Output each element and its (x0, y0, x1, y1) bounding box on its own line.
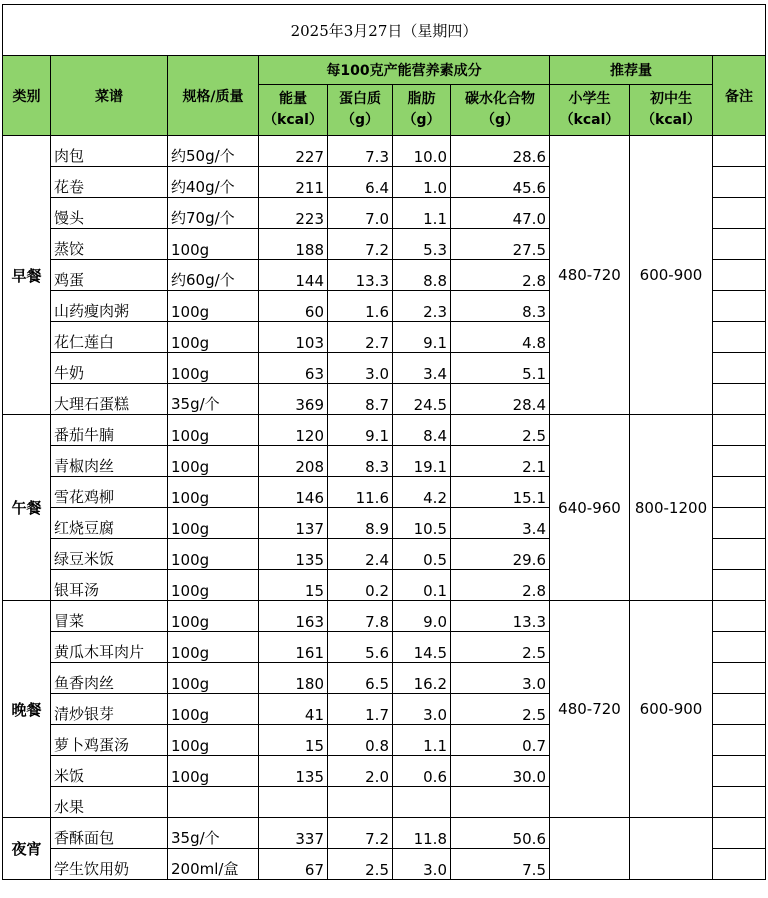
spec-cell: 100g (168, 694, 259, 725)
spec-cell: 100g (168, 725, 259, 756)
energy-cell: 161 (259, 632, 328, 663)
remarks-cell (713, 229, 766, 260)
menu-table (2, 4, 766, 880)
remarks-cell (713, 167, 766, 198)
carbs-cell: 2.8 (451, 570, 550, 601)
protein-cell: 7.2 (328, 818, 393, 849)
fat-cell: 10.5 (393, 508, 451, 539)
fat-cell: 0.1 (393, 570, 451, 601)
spec-cell: 约50g/个 (168, 136, 259, 167)
protein-cell: 7.8 (328, 601, 393, 632)
energy-cell: 103 (259, 322, 328, 353)
dish-cell: 大理石蛋糕 (51, 384, 168, 415)
energy-cell (259, 787, 328, 818)
dish-cell: 肉包 (51, 136, 168, 167)
spec-cell: 约60g/个 (168, 260, 259, 291)
energy-cell: 15 (259, 725, 328, 756)
junior-recommendation (630, 818, 713, 880)
energy-cell: 208 (259, 446, 328, 477)
remarks-cell (713, 632, 766, 663)
protein-cell: 1.6 (328, 291, 393, 322)
carbs-cell: 15.1 (451, 477, 550, 508)
dish-cell: 牛奶 (51, 353, 168, 384)
energy-cell: 67 (259, 849, 328, 880)
fat-cell: 24.5 (393, 384, 451, 415)
energy-cell: 211 (259, 167, 328, 198)
fat-cell: 9.0 (393, 601, 451, 632)
dish-cell: 黄瓜木耳肉片 (51, 632, 168, 663)
spec-cell: 100g (168, 601, 259, 632)
remarks-cell (713, 415, 766, 446)
dish-cell: 青椒肉丝 (51, 446, 168, 477)
carbs-cell: 2.8 (451, 260, 550, 291)
protein-cell: 2.5 (328, 849, 393, 880)
protein-cell: 2.7 (328, 322, 393, 353)
spec-cell: 100g (168, 539, 259, 570)
primary-recommendation: 480-720 (550, 136, 630, 415)
carbs-cell: 4.8 (451, 322, 550, 353)
dish-cell: 水果 (51, 787, 168, 818)
fat-cell: 16.2 (393, 663, 451, 694)
protein-cell: 9.1 (328, 415, 393, 446)
carbs-cell: 45.6 (451, 167, 550, 198)
energy-cell: 337 (259, 818, 328, 849)
protein-cell: 8.7 (328, 384, 393, 415)
fat-cell: 3.0 (393, 849, 451, 880)
dish-cell: 绿豆米饭 (51, 539, 168, 570)
carbs-cell: 2.5 (451, 415, 550, 446)
remarks-cell (713, 136, 766, 167)
remarks-cell (713, 787, 766, 818)
dish-cell: 蒸饺 (51, 229, 168, 260)
table-row (3, 601, 766, 632)
remarks-cell (713, 477, 766, 508)
fat-cell: 8.4 (393, 415, 451, 446)
dish-cell: 萝卜鸡蛋汤 (51, 725, 168, 756)
remarks-cell (713, 322, 766, 353)
protein-cell: 2.0 (328, 756, 393, 787)
spec-cell: 100g (168, 570, 259, 601)
spec-cell: 100g (168, 663, 259, 694)
spec-cell: 100g (168, 508, 259, 539)
fat-cell (393, 787, 451, 818)
fat-cell: 9.1 (393, 322, 451, 353)
protein-cell: 7.3 (328, 136, 393, 167)
carbs-cell (451, 787, 550, 818)
junior-recommendation: 600-900 (630, 601, 713, 818)
primary-recommendation: 480-720 (550, 601, 630, 818)
spec-cell: 100g (168, 322, 259, 353)
protein-cell: 8.9 (328, 508, 393, 539)
energy-cell: 63 (259, 353, 328, 384)
header-category: 类别 (3, 56, 51, 136)
energy-cell: 144 (259, 260, 328, 291)
spec-cell: 35g/个 (168, 384, 259, 415)
meal-category: 午餐 (3, 415, 51, 601)
header-primary: 小学生 （kcal） (550, 85, 630, 136)
meal-category: 早餐 (3, 136, 51, 415)
dish-cell: 银耳汤 (51, 570, 168, 601)
energy-cell: 60 (259, 291, 328, 322)
fat-cell: 0.6 (393, 756, 451, 787)
primary-recommendation: 640-960 (550, 415, 630, 601)
primary-recommendation (550, 818, 630, 880)
spec-cell: 约70g/个 (168, 198, 259, 229)
fat-cell: 3.0 (393, 694, 451, 725)
carbs-cell: 47.0 (451, 198, 550, 229)
dish-cell: 香酥面包 (51, 818, 168, 849)
spec-cell (168, 787, 259, 818)
carbs-cell: 5.1 (451, 353, 550, 384)
table-row (3, 136, 766, 167)
remarks-cell (713, 508, 766, 539)
protein-cell: 0.2 (328, 570, 393, 601)
fat-cell: 2.3 (393, 291, 451, 322)
meal-category: 夜宵 (3, 818, 51, 880)
header-junior: 初中生 （kcal） (630, 85, 713, 136)
carbs-cell: 28.6 (451, 136, 550, 167)
remarks-cell (713, 260, 766, 291)
junior-recommendation: 600-900 (630, 136, 713, 415)
carbs-cell: 8.3 (451, 291, 550, 322)
menu-table-body (3, 5, 766, 880)
remarks-cell (713, 446, 766, 477)
energy-cell: 227 (259, 136, 328, 167)
carbs-cell: 28.4 (451, 384, 550, 415)
dish-cell: 花卷 (51, 167, 168, 198)
carbs-cell: 50.6 (451, 818, 550, 849)
spec-cell: 100g (168, 446, 259, 477)
fat-cell: 4.2 (393, 477, 451, 508)
energy-cell: 369 (259, 384, 328, 415)
fat-cell: 1.1 (393, 198, 451, 229)
header-spec: 规格/质量 (168, 56, 259, 136)
fat-cell: 10.0 (393, 136, 451, 167)
protein-cell: 7.2 (328, 229, 393, 260)
junior-recommendation: 800-1200 (630, 415, 713, 601)
remarks-cell (713, 601, 766, 632)
energy-cell: 137 (259, 508, 328, 539)
fat-cell: 19.1 (393, 446, 451, 477)
spec-cell: 100g (168, 477, 259, 508)
dish-cell: 红烧豆腐 (51, 508, 168, 539)
remarks-cell (713, 849, 766, 880)
spec-cell: 约40g/个 (168, 167, 259, 198)
protein-cell: 1.7 (328, 694, 393, 725)
fat-cell: 1.0 (393, 167, 451, 198)
carbs-cell: 13.3 (451, 601, 550, 632)
dish-cell: 雪花鸡柳 (51, 477, 168, 508)
protein-cell: 7.0 (328, 198, 393, 229)
header-energy: 能量 （kcal） (259, 85, 328, 136)
header-nutrition-group: 每100克产能营养素成分 (259, 56, 550, 85)
fat-cell: 0.5 (393, 539, 451, 570)
energy-cell: 120 (259, 415, 328, 446)
dish-cell: 馒头 (51, 198, 168, 229)
fat-cell: 8.8 (393, 260, 451, 291)
energy-cell: 223 (259, 198, 328, 229)
protein-cell: 2.4 (328, 539, 393, 570)
remarks-cell (713, 663, 766, 694)
energy-cell: 41 (259, 694, 328, 725)
header-carbs: 碳水化合物 （g） (451, 85, 550, 136)
dish-cell: 山药瘦肉粥 (51, 291, 168, 322)
carbs-cell: 29.6 (451, 539, 550, 570)
dish-cell: 冒菜 (51, 601, 168, 632)
dish-cell: 米饭 (51, 756, 168, 787)
spec-cell: 100g (168, 756, 259, 787)
meal-category: 晚餐 (3, 601, 51, 818)
remarks-cell (713, 756, 766, 787)
carbs-cell: 3.0 (451, 663, 550, 694)
dish-cell: 鸡蛋 (51, 260, 168, 291)
fat-cell: 3.4 (393, 353, 451, 384)
fat-cell: 14.5 (393, 632, 451, 663)
carbs-cell: 2.5 (451, 632, 550, 663)
carbs-cell: 2.1 (451, 446, 550, 477)
table-row (3, 818, 766, 849)
protein-cell (328, 787, 393, 818)
table-row (3, 415, 766, 446)
protein-cell: 3.0 (328, 353, 393, 384)
protein-cell: 11.6 (328, 477, 393, 508)
header-dish: 菜谱 (51, 56, 168, 136)
carbs-cell: 7.5 (451, 849, 550, 880)
dish-cell: 学生饮用奶 (51, 849, 168, 880)
header-remarks: 备注 (713, 56, 766, 136)
energy-cell: 135 (259, 539, 328, 570)
fat-cell: 5.3 (393, 229, 451, 260)
fat-cell: 11.8 (393, 818, 451, 849)
spec-cell: 35g/个 (168, 818, 259, 849)
energy-cell: 180 (259, 663, 328, 694)
protein-cell: 13.3 (328, 260, 393, 291)
protein-cell: 0.8 (328, 725, 393, 756)
remarks-cell (713, 539, 766, 570)
remarks-cell (713, 818, 766, 849)
dish-cell: 番茄牛腩 (51, 415, 168, 446)
carbs-cell: 27.5 (451, 229, 550, 260)
fat-cell: 1.1 (393, 725, 451, 756)
energy-cell: 135 (259, 756, 328, 787)
spec-cell: 100g (168, 229, 259, 260)
header-protein: 蛋白质 （g） (328, 85, 393, 136)
dish-cell: 鱼香肉丝 (51, 663, 168, 694)
remarks-cell (713, 694, 766, 725)
energy-cell: 163 (259, 601, 328, 632)
dish-cell: 花仁莲白 (51, 322, 168, 353)
carbs-cell: 3.4 (451, 508, 550, 539)
spec-cell: 100g (168, 415, 259, 446)
page-title: 2025年3月27日（星期四） (3, 5, 766, 56)
spec-cell: 200ml/盒 (168, 849, 259, 880)
spec-cell: 100g (168, 353, 259, 384)
carbs-cell: 2.5 (451, 694, 550, 725)
spec-cell: 100g (168, 632, 259, 663)
carbs-cell: 30.0 (451, 756, 550, 787)
protein-cell: 6.4 (328, 167, 393, 198)
protein-cell: 8.3 (328, 446, 393, 477)
remarks-cell (713, 291, 766, 322)
remarks-cell (713, 198, 766, 229)
remarks-cell (713, 725, 766, 756)
spec-cell: 100g (168, 291, 259, 322)
energy-cell: 188 (259, 229, 328, 260)
protein-cell: 6.5 (328, 663, 393, 694)
remarks-cell (713, 384, 766, 415)
energy-cell: 15 (259, 570, 328, 601)
remarks-cell (713, 353, 766, 384)
header-fat: 脂肪 （g） (393, 85, 451, 136)
protein-cell: 5.6 (328, 632, 393, 663)
remarks-cell (713, 570, 766, 601)
carbs-cell: 0.7 (451, 725, 550, 756)
dish-cell: 清炒银芽 (51, 694, 168, 725)
header-recommend-group: 推荐量 (550, 56, 713, 85)
energy-cell: 146 (259, 477, 328, 508)
